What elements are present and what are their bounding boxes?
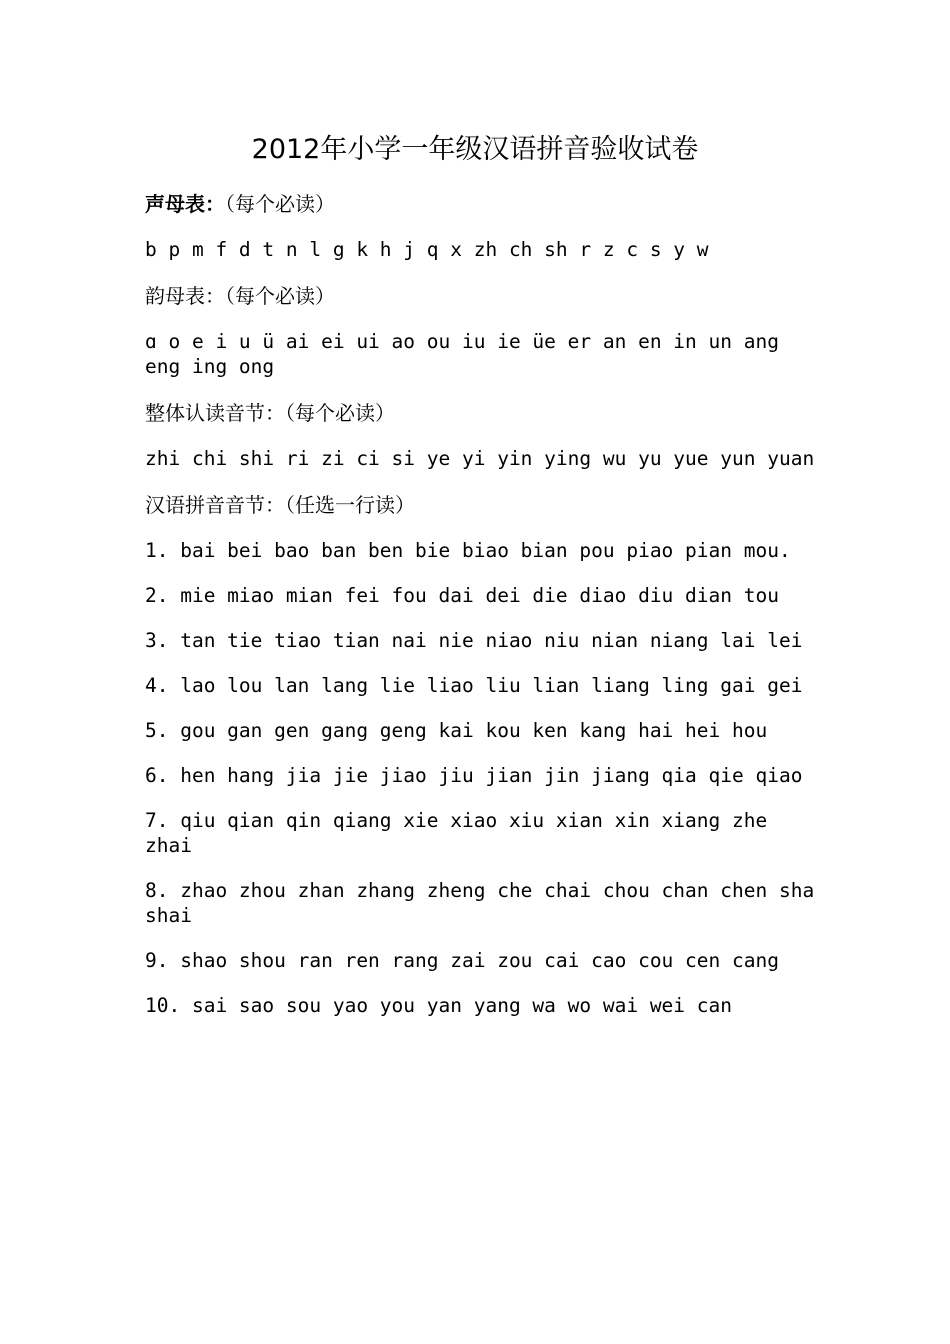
finals-note: （每个必读） [225, 284, 335, 308]
syllable-row: 2. mie miao mian fei fou dai dei die diao diu dian tou [145, 584, 779, 607]
page-title: 2012年小学一年级汉语拼音验收试卷 [251, 134, 699, 165]
syllable-row: 7. qiu qian qin qiang xie xiao xiu xian xin xiang zhe zhai [145, 809, 779, 857]
syllable-row: 8. zhao zhou zhan zhang zheng che chai chou chan chen sha shai [145, 879, 826, 927]
initials-note: （每个必读） [225, 192, 335, 216]
document-content [145, 190, 825, 1018]
whole-syllables-list: zhi chi shi ri zi ci si ye yi yin ying wu yu yue yun yuan [145, 447, 815, 470]
syllable-row: 4. lao lou lan lang lie liao liu lian liang ling gai gei [145, 674, 803, 697]
syllable-row: 10. sai sao sou yao you yan yang wa wo wai wei can [145, 994, 732, 1017]
finals-list: ɑ o e i u ü ai ei ui ao ou iu ie üe er an en in un ang eng ing ong [145, 330, 791, 378]
syllable-row: 5. gou gan gen gang geng kai kou ken kang hai hei hou [145, 719, 768, 742]
initials-list: b p m f d t n l g k h j q x zh ch sh r z c s y w [145, 238, 709, 261]
finals-heading-text: 韵母表： [145, 284, 225, 308]
initials-heading [145, 190, 825, 218]
pinyin-syllables-heading-text: 汉语拼音音节： [145, 493, 285, 517]
syllable-row: 3. tan tie tiao tian nai nie niao niu nian niang lai lei [145, 629, 803, 652]
whole-syllables-heading-text: 整体认读音节： [145, 401, 285, 425]
pinyin-syllables-heading [145, 491, 825, 519]
finals-heading [145, 282, 825, 310]
syllable-row: 6. hen hang jia jie jiao jiu jian jin jiang qia qie qiao [145, 764, 803, 787]
syllable-row: 1. bai bei bao ban ben bie biao bian pou piao pian mou. [145, 539, 791, 562]
pinyin-syllables-note: （任选一行读） [285, 493, 415, 517]
whole-syllables-note: （每个必读） [285, 401, 395, 425]
whole-syllables-heading [145, 399, 825, 427]
initials-heading-text: 声母表： [145, 192, 225, 216]
syllable-row: 9. shao shou ran ren rang zai zou cai cao cou cen cang [145, 949, 779, 972]
